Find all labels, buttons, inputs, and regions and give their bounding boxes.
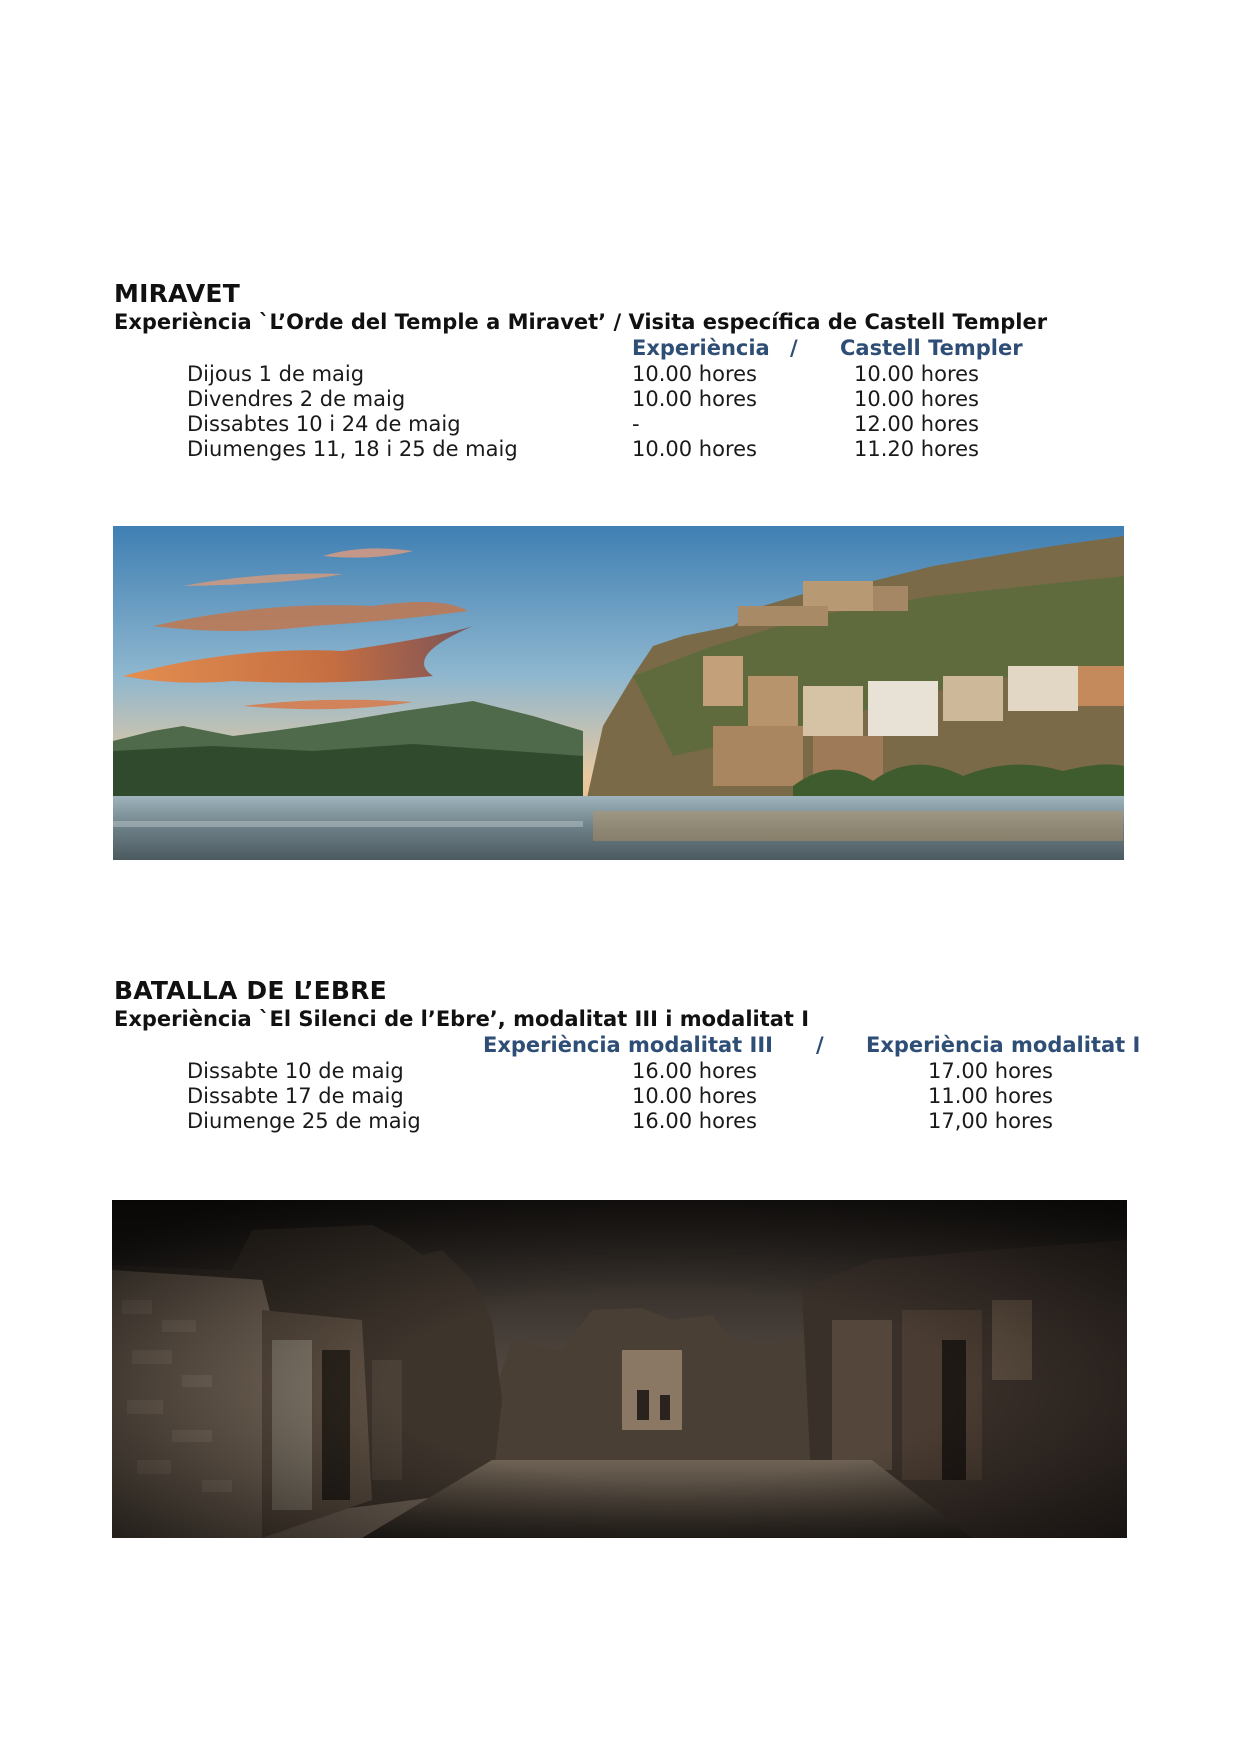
- miravet-row-exp: -: [632, 412, 640, 436]
- miravet-row-castell: 12.00 hores: [854, 412, 979, 436]
- ebre-row-day: Dissabte 17 de maig: [187, 1084, 404, 1108]
- ebre-row-modalitat-i: 17.00 hores: [928, 1059, 1053, 1083]
- ebre-row-modalitat-i: 11.00 hores: [928, 1084, 1053, 1108]
- ebre-row-modalitat-iii: 10.00 hores: [632, 1084, 757, 1108]
- ebre-col-modalitat-iii: Experiència modalitat III: [483, 1033, 773, 1057]
- miravet-row-castell: 11.20 hores: [854, 437, 979, 461]
- ebre-subtitle: Experiència `El Silenci de l’Ebre’, modalitat III i modalitat I: [114, 1007, 810, 1031]
- miravet-subtitle: Experiència `L’Orde del Temple a Miravet’ / Visita específica de Castell Templer: [114, 310, 1048, 334]
- ebre-col-separator: /: [816, 1033, 824, 1057]
- miravet-row-exp: 10.00 hores: [632, 362, 757, 386]
- ebre-row-modalitat-iii: 16.00 hores: [632, 1059, 757, 1083]
- ebre-row-day: Diumenge 25 de maig: [187, 1109, 421, 1133]
- miravet-row-day: Dissabtes 10 i 24 de maig: [187, 412, 461, 436]
- miravet-row-exp: 10.00 hores: [632, 387, 757, 411]
- miravet-row-day: Diumenges 11, 18 i 25 de maig: [187, 437, 518, 461]
- miravet-row-exp: 10.00 hores: [632, 437, 757, 461]
- miravet-col-castell: Castell Templer: [840, 336, 1023, 360]
- ebre-col-modalitat-i: Experiència modalitat I: [866, 1033, 1141, 1057]
- ebre-row-modalitat-i: 17,00 hores: [928, 1109, 1053, 1133]
- miravet-row-day: Dijous 1 de maig: [187, 362, 365, 386]
- miravet-col-separator: /: [790, 336, 798, 360]
- ebre-row-modalitat-iii: 16.00 hores: [632, 1109, 757, 1133]
- ebre-title: BATALLA DE L’EBRE: [114, 976, 387, 1005]
- ebre-ruins-photo: [112, 1200, 1127, 1538]
- miravet-col-experiencia: Experiència: [632, 336, 770, 360]
- miravet-castle-photo: [113, 526, 1124, 860]
- miravet-row-castell: 10.00 hores: [854, 387, 979, 411]
- miravet-row-castell: 10.00 hores: [854, 362, 979, 386]
- ebre-row-day: Dissabte 10 de maig: [187, 1059, 404, 1083]
- miravet-row-day: Divendres 2 de maig: [187, 387, 406, 411]
- miravet-title: MIRAVET: [114, 279, 240, 308]
